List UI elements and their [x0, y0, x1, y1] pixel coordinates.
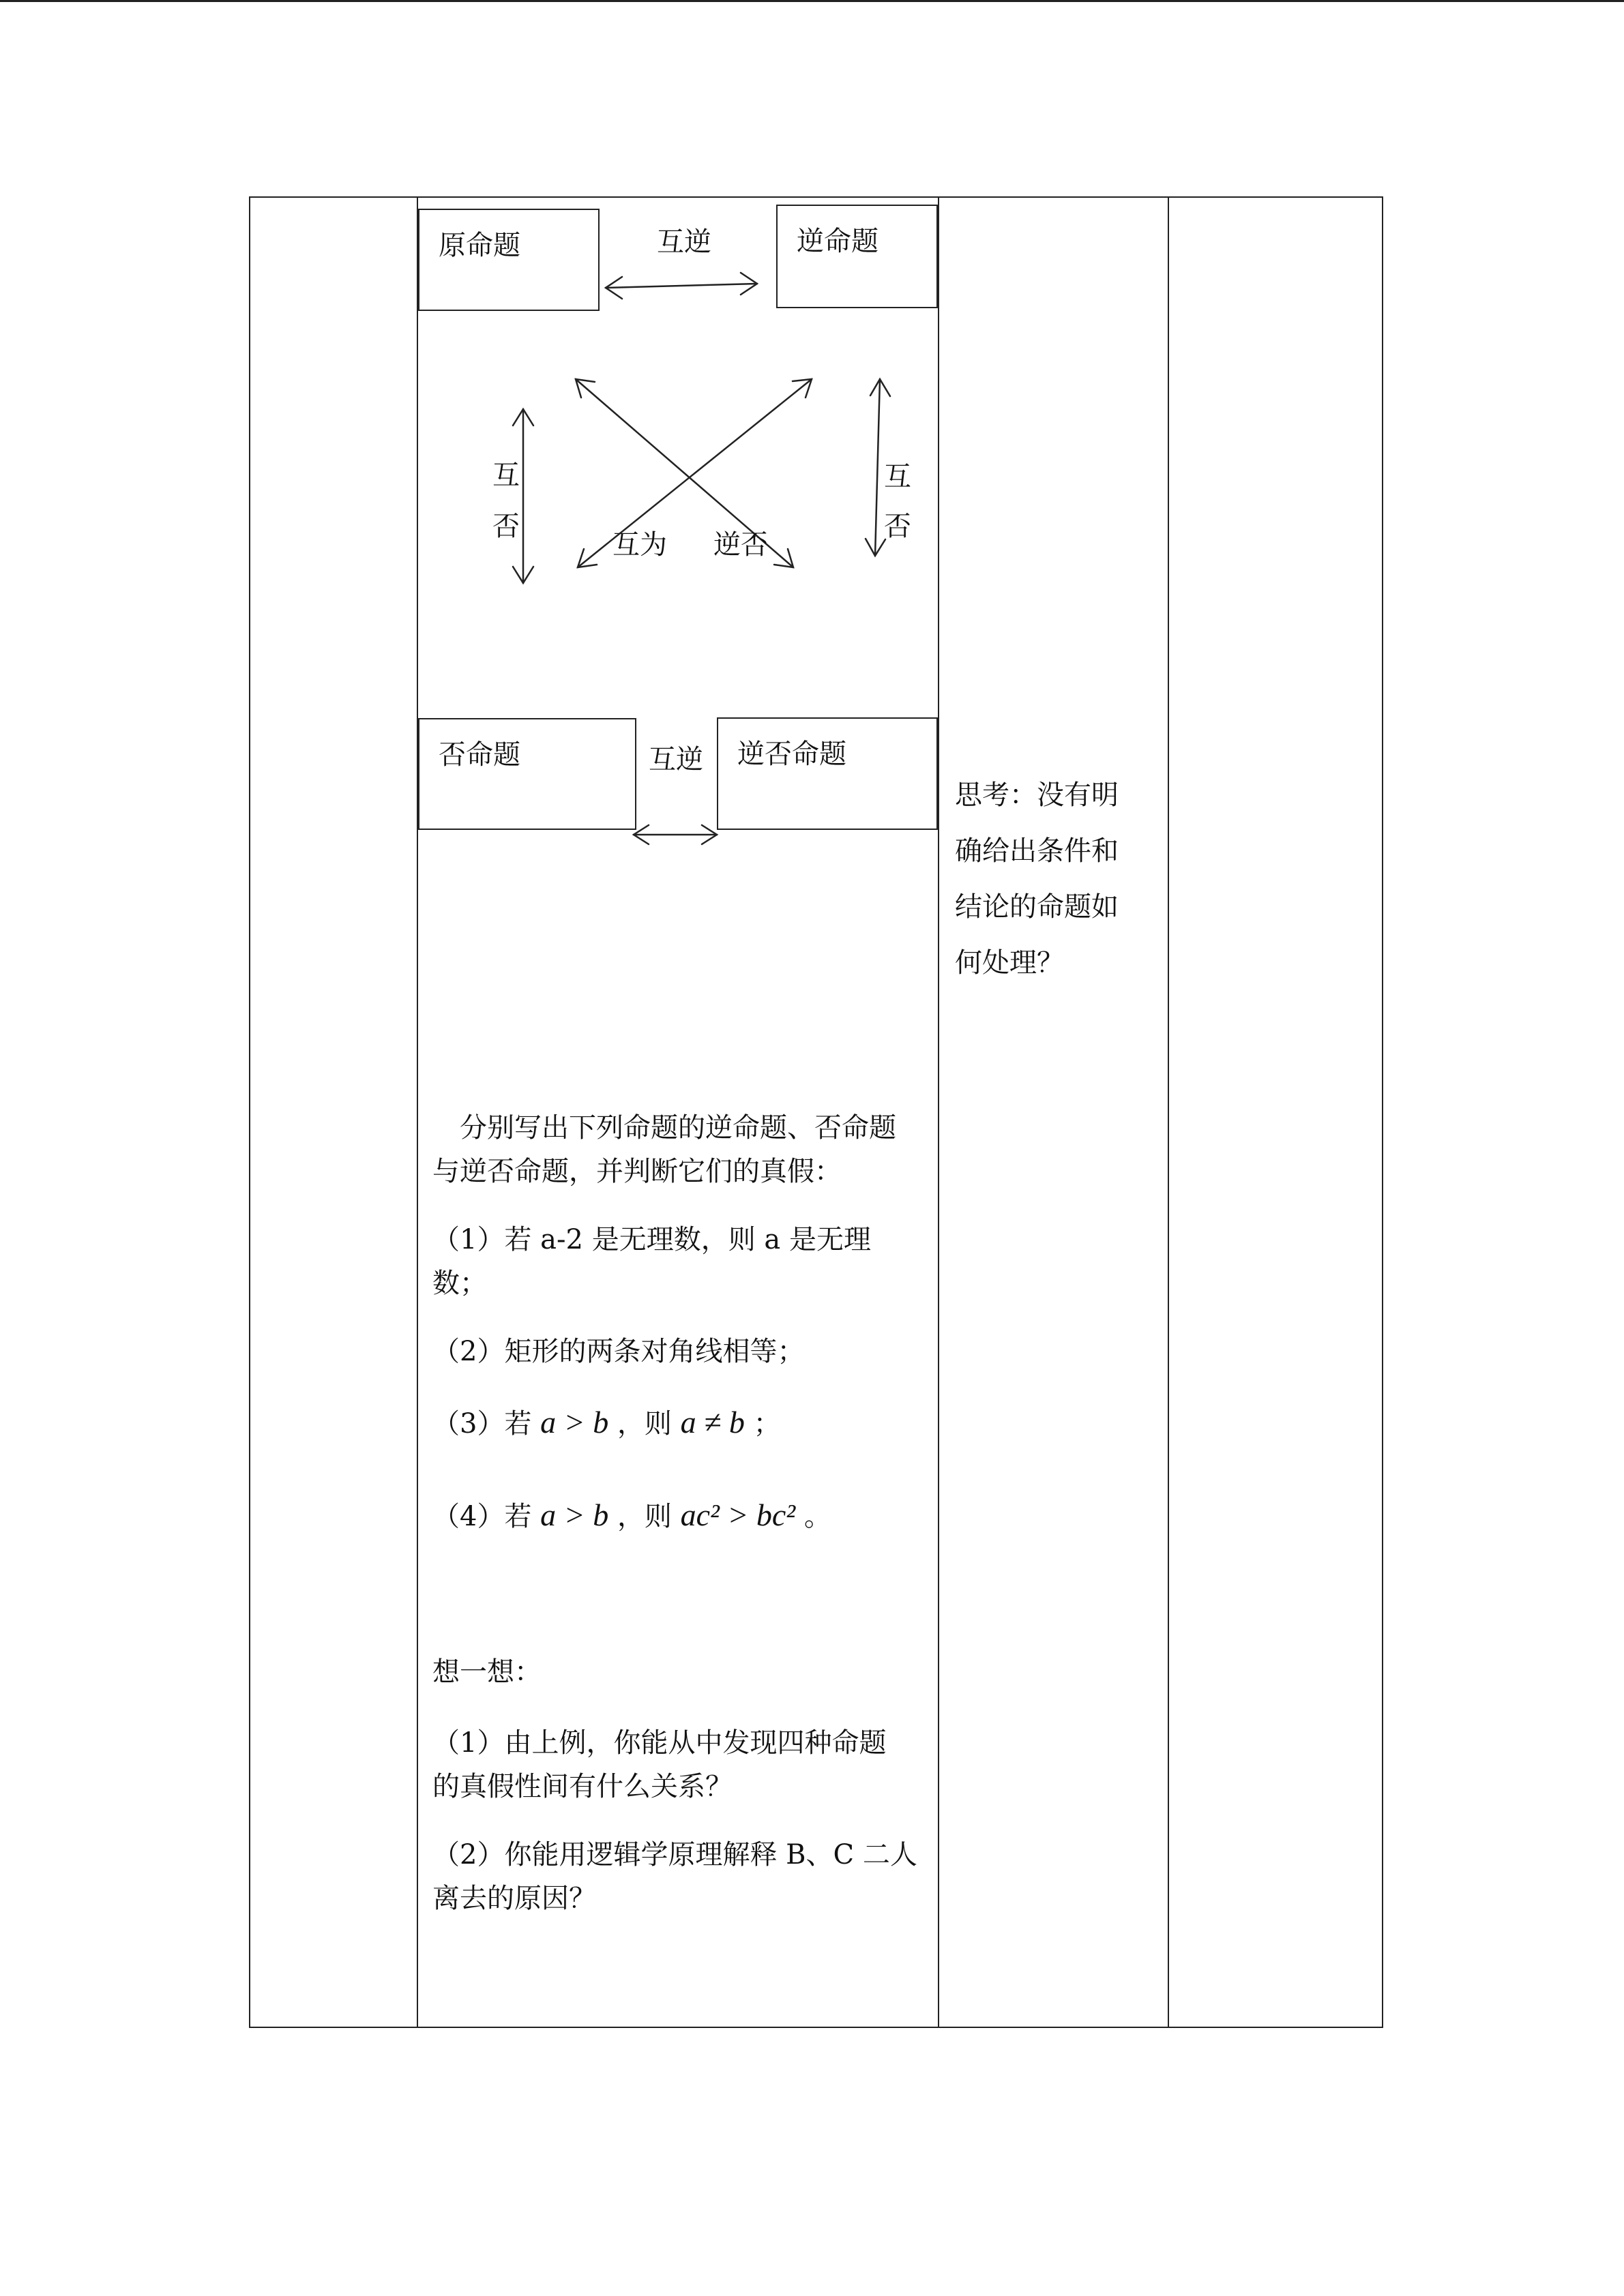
- box-inverse-label: 否命题: [439, 739, 520, 771]
- exercise-intro-line: 与逆否命题，并判断它们的真假：: [432, 1156, 842, 1187]
- label-diagonal-mutual: 互为: [612, 529, 667, 561]
- reflect-heading: 想一想：: [432, 1656, 542, 1688]
- item-3-prefix: （3）若: [432, 1408, 532, 1440]
- item-3-end: ；: [753, 1408, 781, 1440]
- item-3-conclusion: a ≠ b: [680, 1405, 745, 1440]
- reflect-question-1: [432, 1721, 927, 1808]
- arrow-right-negation: [875, 379, 880, 556]
- side-note-line: 结论的命题如: [955, 891, 1119, 923]
- exercise-intro-line: 分别写出下列命题的逆命题、否命题: [460, 1112, 896, 1144]
- item-3-condition: a > b: [540, 1405, 609, 1440]
- item-3-then: ，则: [617, 1408, 672, 1440]
- label-bottom-mutual-converse: 互逆: [649, 744, 703, 775]
- exercise-item-4: [432, 1493, 927, 1538]
- side-note-line: 思考：没有明: [955, 779, 1119, 811]
- label-right-mutual: 互: [884, 461, 911, 492]
- exercise-item-2: （2）矩形的两条对角线相等；: [432, 1336, 805, 1367]
- arrow-top-mutual: [606, 284, 757, 288]
- reflect-question-1-line: （1）由上例，你能从中发现四种命题: [432, 1727, 887, 1759]
- exercise-item-3: [432, 1401, 927, 1446]
- exercise-item-1-line: 数；: [432, 1268, 487, 1299]
- side-note-think: [955, 767, 1139, 991]
- exercise-item-1-line: （1）若 a-2 是无理数，则 a 是无理: [432, 1224, 871, 1255]
- box-contrapositive-label: 逆否命题: [737, 739, 846, 770]
- label-top-mutual-converse: 互逆: [657, 226, 711, 258]
- reflect-question-1-line: 的真假性间有什么关系？: [432, 1771, 733, 1802]
- reflect-question-2-line: 离去的原因？: [432, 1883, 596, 1914]
- label-left-negation: 否: [492, 511, 520, 542]
- label-right-negation: 否: [884, 511, 911, 542]
- box-converse-label: 逆命题: [797, 226, 879, 257]
- side-note-line: 确给出条件和: [955, 835, 1119, 867]
- side-note-line: 何处理？: [955, 947, 1064, 979]
- label-diagonal-contrapositive: 逆否: [713, 529, 768, 561]
- box-original-label: 原命题: [439, 230, 520, 261]
- item-4-prefix: （4）若: [432, 1501, 532, 1532]
- item-4-end: 。: [803, 1501, 831, 1532]
- item-4-conclusion: ac² > bc²: [680, 1497, 796, 1532]
- reflect-question-2-line: （2）你能用逻辑学原理解释 B、C 二人: [432, 1839, 917, 1870]
- item-4-then: ，则: [617, 1501, 672, 1532]
- exercise-intro: [432, 1106, 927, 1193]
- label-left-mutual: 互: [492, 460, 520, 491]
- item-4-condition: a > b: [540, 1497, 609, 1532]
- exercise-item-1: [432, 1218, 927, 1305]
- reflect-question-2: [432, 1833, 927, 1920]
